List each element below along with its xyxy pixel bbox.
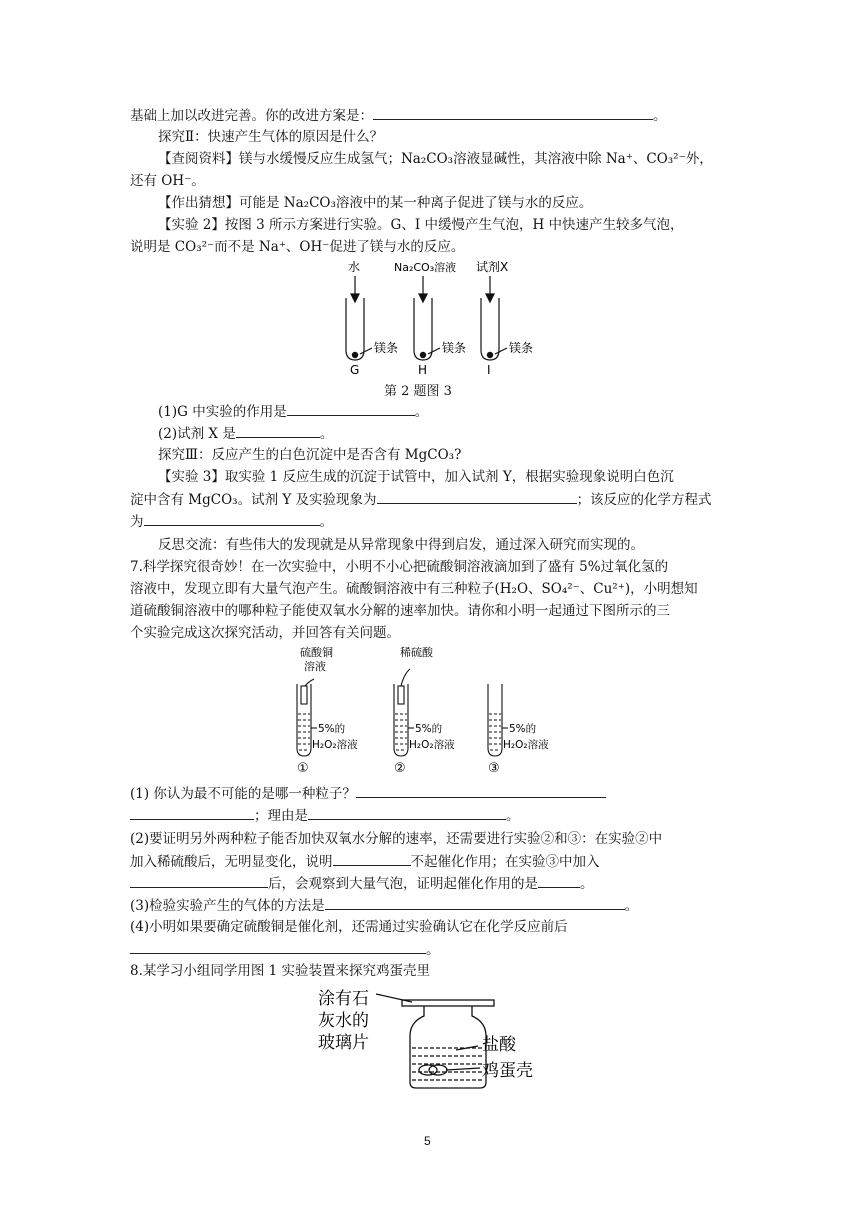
text-line <box>130 940 440 959</box>
text-line <box>130 874 594 893</box>
solution-label: 5%的 H₂O₂溶液 <box>312 723 358 751</box>
answer-blank <box>287 402 415 416</box>
text: 。 <box>414 404 429 420</box>
answer-blank <box>144 512 320 526</box>
text: ；理由是 <box>254 808 308 824</box>
text-line: 说明是 CO₃²⁻而不是 Na⁺、OH⁻促进了镁与水的反应。 <box>130 239 465 255</box>
answer-blank <box>325 896 625 910</box>
text-line: 【实验 3】取实验 1 反应生成的沉淀于试管中，加入试剂 Y，根据实验现象说明白色沉 <box>158 469 674 485</box>
text: 。 <box>506 808 520 824</box>
tube-number-1: ① <box>297 761 309 776</box>
label-eggshell: 鸡蛋壳 <box>482 1061 533 1081</box>
text-line <box>130 106 667 125</box>
label-dilute-h2so4: 稀硫酸 <box>400 646 433 659</box>
text-line: (4)小明如果要确定硫酸铜是催化剂，还需通过实验确认它在化学反应前后 <box>130 919 568 935</box>
solution-label: 5%的 H₂O₂溶液 <box>503 723 549 751</box>
answer-blank <box>308 806 506 820</box>
text-line: 【作出猜想】可能是 Na₂CO₃溶液中的某一种离子促进了镁与水的反应。 <box>158 195 593 211</box>
text: 淀中含有 MgCO₃。试剂 Y 及实验现象为 <box>130 492 377 508</box>
text-line: 道硫酸铜溶液中的哪种粒子能使双氧水分解的速率加快。请你和小明一起通过下图所示的三 <box>130 603 670 619</box>
tube-letter-i: I <box>487 363 491 377</box>
text: (1) 你认为最不可能的是哪一种粒子？ <box>130 786 356 802</box>
text: 。 <box>319 426 334 442</box>
figure-8-apparatus <box>316 984 566 1096</box>
tube-label-reagent-x: 试剂X <box>476 260 509 274</box>
tube-letter-g: G <box>350 363 360 377</box>
figure-3-test-tubes <box>330 258 560 378</box>
strip-label: 镁条 <box>374 341 399 355</box>
answer-blank <box>538 874 580 888</box>
text: 。 <box>624 898 639 914</box>
text: (3)检验实验产生的气体的方法是 <box>130 898 325 914</box>
text-line <box>130 784 606 803</box>
answer-blank <box>236 424 320 438</box>
answer-blank <box>356 784 606 798</box>
text-line: 溶液中，发现立即有大量气泡产生。硫酸铜溶液中有三种粒子(H₂O、SO₄²⁻、Cu²⁺)，小明想知 <box>130 581 698 597</box>
text: 。 <box>653 108 667 124</box>
text-line <box>158 402 428 421</box>
label-hydrochloric-acid: 盐酸 <box>482 1035 516 1055</box>
text: (1)G 中实验的作用是 <box>158 404 287 420</box>
figure-caption: 第 2 题图 3 <box>384 384 452 399</box>
text-line: 个实验完成这次探究活动，并回答有关问题。 <box>130 625 400 641</box>
answer-blank <box>130 806 254 820</box>
text-line: 7.科学探究很奇妙！在一次实验中，小明不小心把硫酸铜溶液滴加到了盛有 5%过氧化氢的 <box>130 559 669 575</box>
text-line: 【查阅资料】镁与水缓慢反应生成氢气；Na₂CO₃溶液显碱性，其溶液中除 Na⁺、CO₃²⁻外， <box>158 151 713 167</box>
label-line: 硫酸铜 <box>300 646 333 659</box>
text-line: 8.某学习小组同学用图 1 实验装置来探究鸡蛋壳里 <box>130 963 431 979</box>
text-line <box>130 512 333 531</box>
text: 基础上加以改进完善。你的改进方案是： <box>130 108 373 124</box>
text: 为 <box>130 514 144 530</box>
text: 。 <box>426 942 440 958</box>
tube-label-water: 水 <box>348 260 361 274</box>
text-line: 【实验 2】按图 3 所示方案进行实验。G、I 中缓慢产生气泡，H 中快速产生较多气泡， <box>158 217 684 233</box>
page-number: 5 <box>424 1134 431 1148</box>
answer-blank <box>130 940 426 954</box>
text: ；该反应的化学方程式 <box>576 492 712 508</box>
text-line <box>130 806 520 825</box>
text-line <box>130 852 600 871</box>
tube-letter-h: H <box>418 363 428 377</box>
strip-label: 镁条 <box>442 341 467 355</box>
label-limewater-plate: 涂有石 灰水的 玻璃片 <box>318 989 369 1053</box>
text: (2)试剂 X 是 <box>158 426 236 442</box>
solution-label: 5%的 H₂O₂溶液 <box>409 723 455 751</box>
text-line: (2)要证明另外两种粒子能否加快双氧水分解的速率，还需要进行实验②和③：在实验②中 <box>130 831 663 847</box>
text: 不起催化作用；在实验③中加入 <box>410 854 600 870</box>
text: 。 <box>319 514 333 530</box>
answer-blank <box>333 852 411 866</box>
text-line: 还有 OH⁻。 <box>130 173 205 189</box>
text-line <box>130 490 712 509</box>
text-line <box>158 424 333 443</box>
text-line: 探究Ⅲ：反应产生的白色沉淀中是否含有 MgCO₃? <box>158 447 462 463</box>
text-line <box>130 896 638 915</box>
label-line: 溶液 <box>304 660 326 673</box>
text: 。 <box>580 876 594 892</box>
text-line: 探究Ⅱ：快速产生气体的原因是什么？ <box>158 129 384 145</box>
tube-number-3: ③ <box>488 761 500 776</box>
figure-7-test-tubes <box>292 644 572 776</box>
strip-label: 镁条 <box>509 341 534 355</box>
text-line: 反思交流：有些伟大的发现就是从异常现象中得到启发，通过深入研究而实现的。 <box>158 537 644 553</box>
answer-blank <box>377 490 577 504</box>
tube-label-na2co3: Na₂CO₃溶液 <box>394 261 457 274</box>
tube-number-2: ② <box>394 761 406 776</box>
answer-blank <box>373 106 653 120</box>
text: 后，会观察到大量气泡，证明起催化作用的是 <box>268 876 538 892</box>
text: 加入稀硫酸后，无明显变化，说明 <box>130 854 333 870</box>
label-cuso4-solution <box>300 645 333 673</box>
answer-blank <box>130 874 268 888</box>
